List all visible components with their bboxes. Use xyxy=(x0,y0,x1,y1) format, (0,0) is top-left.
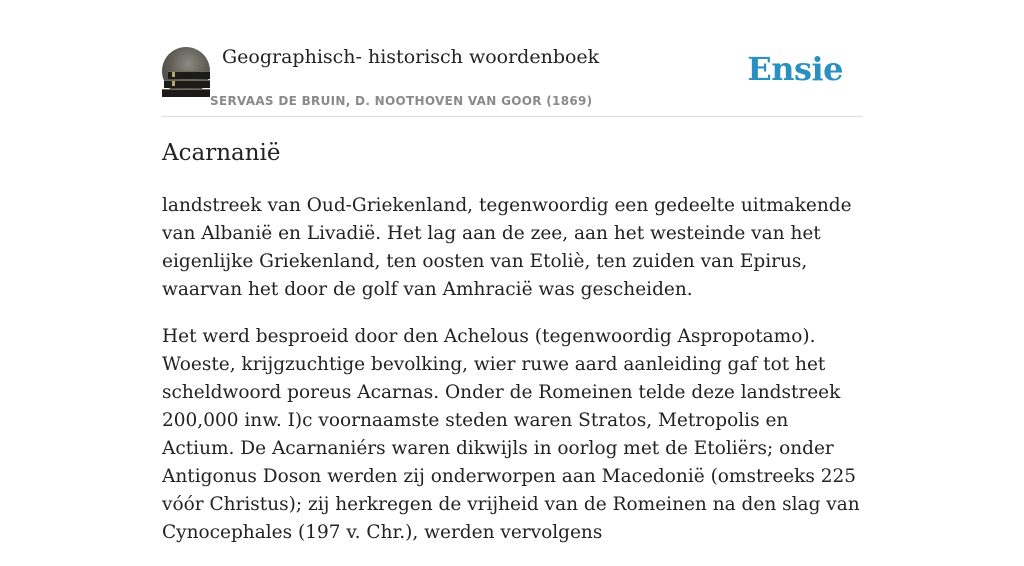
definition-paragraph: Het werd besproeid door den Achelous (tegenwoordig Aspropotamo). Woeste, krijgzuchtige bevolking, wier ruwe aard aanleiding gaf tot het scheldwoord poreus Acarnas. Onder de Romeinen telde deze landstreek 200,000 inw. I)c voornaamste steden waren Stratos, Metropolis en Actium. De Acarnaniérs waren dikwijls in oorlog met de Etoliërs; onder Antigonus Doson werden zij onderworpen aan Macedonië (omstreeks 225 vóór Christus); zij herkregen de vrijheid van de Romeinen na den slag van Cynocephales (197 v. Chr.), werden vervolgens xyxy=(162,326,860,543)
book-author: SERVAAS DE BRUIN, D. NOOTHOVEN VAN GOOR (1869) xyxy=(210,94,593,108)
entry-term-heading: Acarnanië xyxy=(162,140,281,166)
page-header xyxy=(162,40,862,117)
ensie-logo[interactable]: Ensie xyxy=(747,50,843,88)
entry-definition xyxy=(162,192,862,566)
definition-paragraph: landstreek van Oud-Griekenland, tegenwoordig een gedeelte uitmakende van Albanië en Livadië. Het lag aan de zee, aan het westeinde van het eigenlijke Griekenland, ten oosten van Etoliè, ten zuiden van Epirus, waarvan het door de golf van Amhracië was gescheiden. xyxy=(162,195,852,300)
book-title-link[interactable]: Geographisch- historisch woordenboek xyxy=(222,46,600,68)
book-cover-avatar[interactable] xyxy=(162,47,210,95)
